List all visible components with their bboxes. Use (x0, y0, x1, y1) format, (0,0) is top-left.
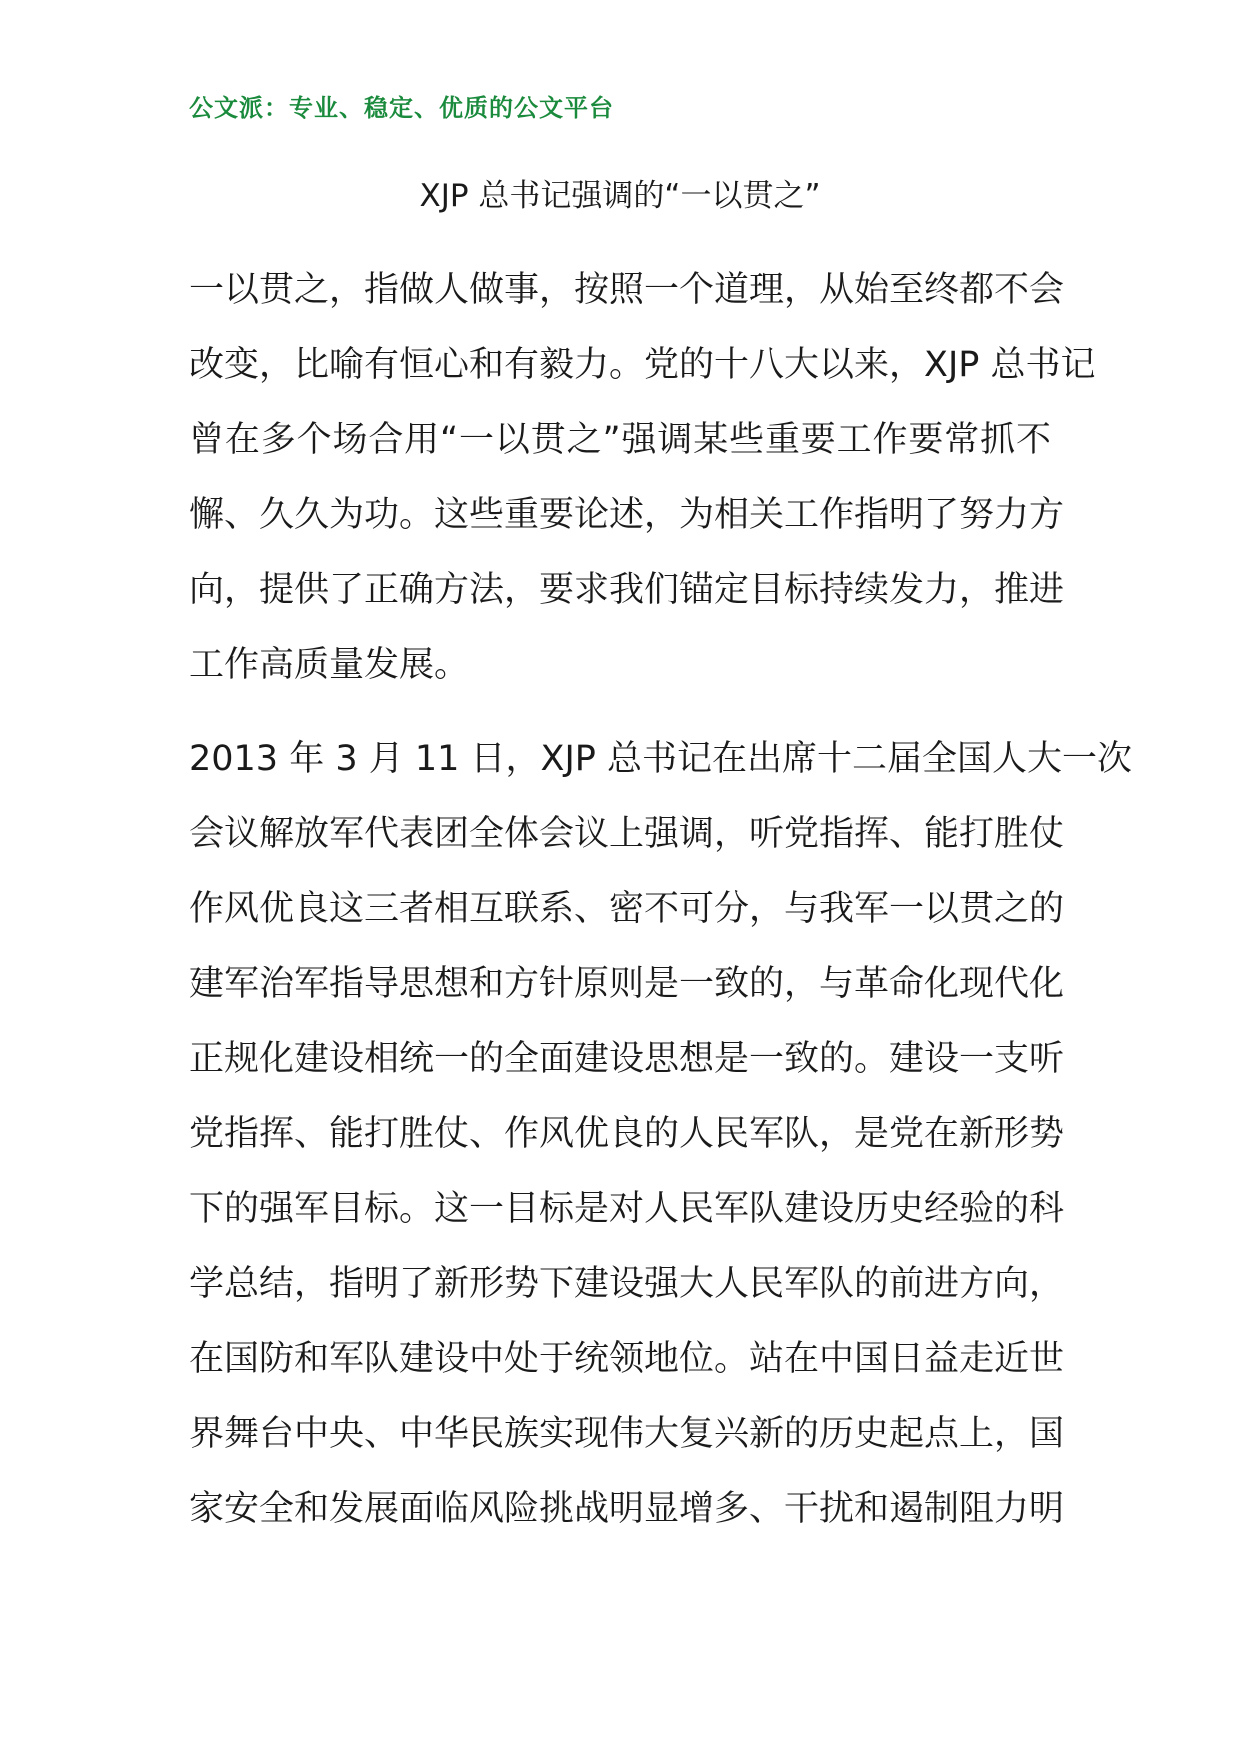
paragraph-line: 2013 年 3 月 11 日，XJP 总书记在出席十二届全国人大一次 (189, 739, 1133, 779)
paragraph-line: 作风优良这三者相互联系、密不可分，与我军一以贯之的 (189, 889, 1065, 929)
paragraph-line: 懈、久久为功。这些重要论述，为相关工作指明了努力方 (189, 495, 1065, 535)
paragraph-2 (189, 722, 1133, 1547)
paragraph-1 (189, 253, 1096, 703)
paragraph-line: 一以贯之，指做人做事，按照一个道理，从始至终都不会 (189, 270, 1065, 310)
paragraph-line: 党指挥、能打胜仗、作风优良的人民军队，是党在新形势 (189, 1114, 1065, 1154)
paragraph-line: 学总结，指明了新形势下建设强大人民军队的前进方向， (189, 1264, 1065, 1304)
document-title: XJP 总书记强调的“一以贯之” (419, 178, 821, 214)
paragraph-line: 正规化建设相统一的全面建设思想是一致的。建设一支听 (189, 1039, 1065, 1079)
paragraph-line: 向，提供了正确方法，要求我们锚定目标持续发力，推进 (189, 570, 1065, 610)
paragraph-line: 建军治军指导思想和方针原则是一致的，与革命化现代化 (189, 964, 1065, 1004)
paragraph-line: 下的强军目标。这一目标是对人民军队建设历史经验的科 (189, 1189, 1065, 1229)
paragraph-line: 工作高质量发展。 (189, 645, 470, 685)
paragraph-line: 在国防和军队建设中处于统领地位。站在中国日益走近世 (189, 1339, 1065, 1379)
paragraph-line: 家安全和发展面临风险挑战明显增多、干扰和遏制阻力明 (189, 1489, 1065, 1529)
paragraph-line: 改变，比喻有恒心和有毅力。党的十八大以来，XJP 总书记 (189, 345, 1096, 385)
paragraph-line: 界舞台中央、中华民族实现伟大复兴新的历史起点上，国 (189, 1414, 1065, 1454)
paragraph-line: 曾在多个场合用“一以贯之”强调某些重要工作要常抓不 (189, 420, 1051, 460)
site-banner: 公文派：专业、稳定、优质的公文平台 (189, 94, 614, 122)
paragraph-line: 会议解放军代表团全体会议上强调，听党指挥、能打胜仗 (189, 814, 1065, 854)
